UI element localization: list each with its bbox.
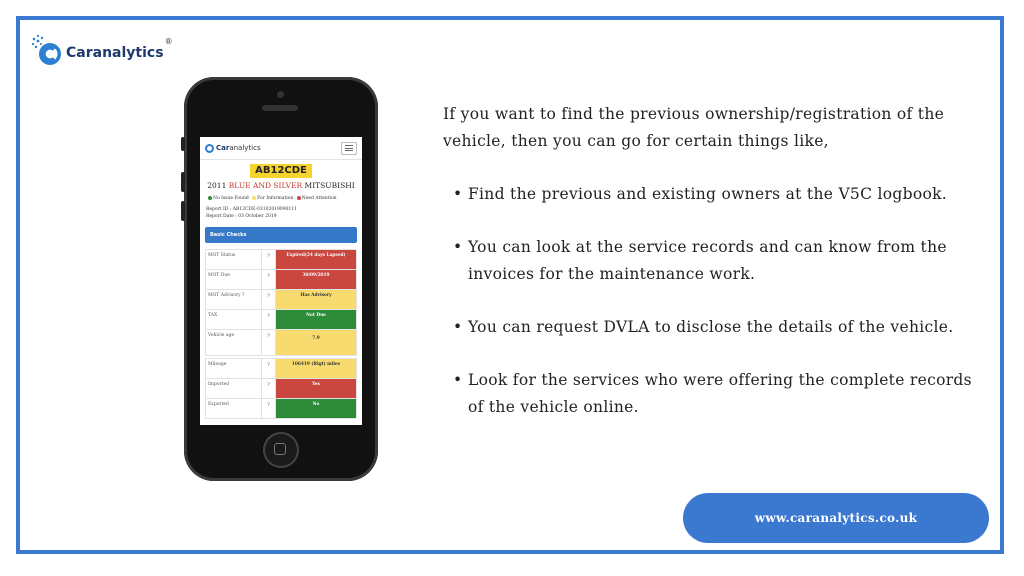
green-dot-icon (208, 196, 212, 200)
red-dot-icon (297, 196, 301, 200)
help-icon[interactable]: ? (262, 359, 276, 378)
check-value: Has Advisory (276, 290, 356, 309)
list-item: • You can look at the service records and can know from the invoices for the maintenance work. (453, 234, 973, 288)
phone-camera (277, 91, 284, 98)
check-row: Mileage ? 106419 (Rlgt) miles (205, 358, 357, 379)
logo-wordmark: Caranalytics (66, 45, 164, 61)
check-value: Yes (276, 379, 356, 398)
check-row: Vehicle age ? 7.9 (205, 330, 357, 356)
yellow-dot-icon (252, 196, 256, 200)
phone-side-button (181, 137, 185, 151)
status-legend: No Issue Found For Information Need Attention (200, 195, 362, 202)
hamburger-menu-icon[interactable] (341, 142, 357, 155)
number-plate: AB12CDE (250, 164, 312, 178)
tips-list (453, 181, 973, 447)
website-button[interactable]: www.caranalytics.co.uk (683, 493, 989, 543)
help-icon[interactable]: ? (262, 270, 276, 289)
phone-volume-up (181, 172, 185, 192)
report-info: Report ID : AB12CDE-03102019090111 Report Date : 03 October 2019 (206, 207, 298, 219)
check-row: MOT Status ? Expired(24 days Lapsed) (205, 249, 357, 270)
check-value: No (276, 399, 356, 418)
help-icon[interactable]: ? (262, 379, 276, 398)
phone-speaker (262, 105, 298, 111)
list-item: • You can request DVLA to disclose the details of the vehicle. (453, 314, 973, 341)
registered-mark: ® (164, 36, 173, 46)
phone-screen (200, 137, 362, 425)
logo-mark-icon (30, 33, 64, 67)
list-item: • Find the previous and existing owners at the V5C logbook. (453, 181, 973, 208)
help-icon[interactable]: ? (262, 330, 276, 355)
check-value: 30/09/2019 (276, 270, 356, 289)
help-icon[interactable]: ? (262, 290, 276, 309)
app-logo-icon (205, 144, 214, 153)
checks-table (205, 249, 357, 419)
check-row: Exported ? No (205, 399, 357, 419)
basic-checks-header[interactable]: Basic Checks (205, 227, 357, 243)
phone-mockup (184, 77, 378, 481)
phone-home-button (263, 432, 299, 468)
vehicle-title: 2011 BLUE AND SILVER MITSUBISHI (207, 181, 355, 190)
check-value: Expired(24 days Lapsed) (276, 250, 356, 269)
caranalytics-logo (30, 32, 173, 68)
app-logo: Car analytics (205, 144, 261, 153)
check-value: 7.9 (276, 330, 356, 355)
help-icon[interactable]: ? (262, 310, 276, 329)
intro-paragraph: If you want to find the previous ownership/registration of the vehicle, then you can go for certain things like, (443, 105, 945, 150)
check-row: Imported ? Yes (205, 379, 357, 399)
check-row: MOT Advisory ? ? Has Advisory (205, 290, 357, 310)
check-value: Not Due (276, 310, 356, 329)
help-icon[interactable]: ? (262, 399, 276, 418)
check-row: TAX ? Not Due (205, 310, 357, 330)
app-header (200, 137, 362, 160)
phone-volume-down (181, 201, 185, 221)
help-icon[interactable]: ? (262, 250, 276, 269)
list-item: • Look for the services who were offering the complete records of the vehicle online. (453, 367, 973, 421)
check-row: MOT Due ? 30/09/2019 (205, 270, 357, 290)
check-value: 106419 (Rlgt) miles (276, 359, 356, 378)
